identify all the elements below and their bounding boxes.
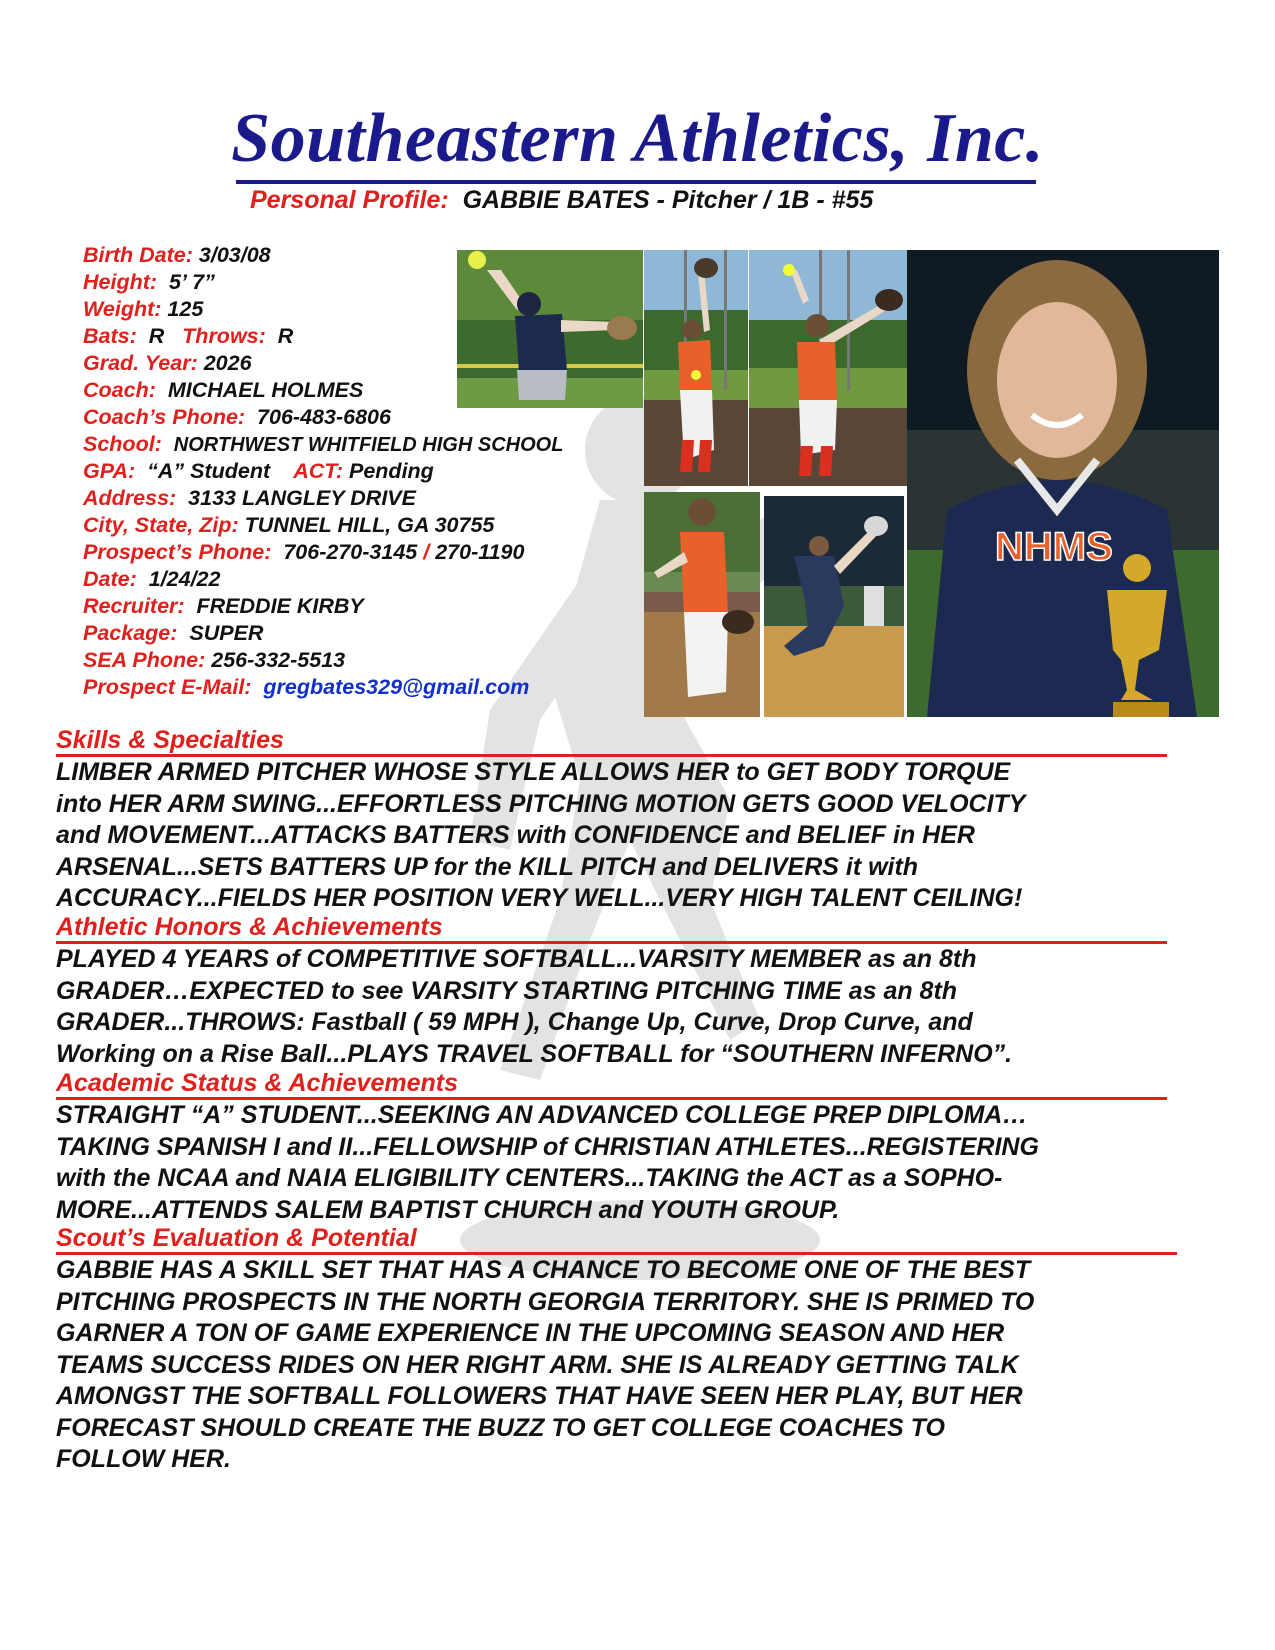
body-line: PLAYED 4 YEARS of COMPETITIVE SOFTBALL...VARSITY MEMBER as an 8th (56, 945, 977, 973)
body-line: with the NCAA and NAIA ELIGIBILITY CENTERS...TAKING the ACT as a SOPHO- (56, 1164, 1003, 1192)
info-row-prospect-phone (83, 539, 683, 566)
info-value: 3133 LANGLEY DRIVE (188, 486, 416, 510)
info-value: 706-270-3145 (283, 540, 418, 564)
info-value: 125 (167, 297, 204, 321)
photo-pitcher-orange-2 (749, 250, 915, 486)
info-value: 1/24/22 (148, 567, 221, 591)
body-line: PITCHING PROSPECTS IN THE NORTH GEORGIA TERRITORY. SHE IS PRIMED TO (56, 1287, 1035, 1316)
info-value: 5’ 7” (169, 270, 215, 294)
body-line: GRADER...THROWS: Fastball ( 59 MPH ), Change Up, Curve, Drop Curve, and (56, 1008, 973, 1036)
info-label: GPA: (83, 459, 136, 483)
phone-separator: / (423, 540, 430, 564)
info-row-gpa-act (83, 458, 683, 485)
info-label: Prospect E-Mail: (83, 675, 252, 699)
profile-label: Personal Profile: (250, 186, 449, 214)
page-title: Southeastern Athletics, Inc. (231, 100, 1044, 177)
info-value: MICHAEL HOLMES (167, 378, 364, 402)
body-line: MORE...ATTENDS SALEM BAPTIST CHURCH and YOUTH GROUP. (56, 1195, 840, 1224)
info-label: Package: (83, 621, 178, 645)
info-label: Throws: (182, 324, 266, 348)
info-row-email (83, 674, 683, 701)
body-line: LIMBER ARMED PITCHER WHOSE STYLE ALLOWS HER to GET BODY TORQUE (56, 758, 1011, 786)
info-label: Weight: (83, 297, 162, 321)
info-row-package (83, 620, 683, 647)
profile-subtitle (250, 186, 873, 215)
body-line: into HER ARM SWING...EFFORTLESS PITCHING MOTION GETS GOOD VELOCITY (56, 789, 1026, 818)
info-row-address (83, 485, 683, 512)
photo-pitcher-navy (457, 250, 643, 408)
info-row-coach-phone (83, 404, 683, 431)
body-line: FOLLOW HER. (56, 1445, 231, 1473)
info-value: 2026 (203, 351, 252, 375)
profile-value: GABBIE BATES - Pitcher / 1B - #55 (462, 186, 874, 214)
body-line: Working on a Rise Ball...PLAYS TRAVEL SOFTBALL for “SOUTHERN INFERNO”. (56, 1039, 1013, 1068)
body-line: and MOVEMENT...ATTACKS BATTERS with CONFIDENCE and BELIEF in HER (56, 821, 975, 849)
section-heading-honors: Athletic Honors & Achievements (56, 913, 443, 941)
info-label: Grad. Year: (83, 351, 198, 375)
info-row-school (83, 431, 683, 458)
title-underline (236, 180, 1036, 184)
photo-portrait-trophy (907, 250, 1219, 717)
info-label: SEA Phone: (83, 648, 206, 672)
section-body-honors (56, 944, 1012, 1070)
info-label: Address: (83, 486, 177, 510)
jersey-text: NHMS (995, 525, 1113, 569)
info-label: Birth Date: (83, 243, 193, 267)
info-value: R (148, 324, 165, 348)
info-label: Coach’s Phone: (83, 405, 246, 429)
body-line: TAKING SPANISH I and II...FELLOWSHIP of CHRISTIAN ATHLETES...REGISTERING (56, 1132, 1039, 1161)
info-value: NORTHWEST WHITFIELD HIGH SCHOOL (173, 434, 564, 456)
body-line: GRADER…EXPECTED to see VARSITY STARTING PITCHING TIME as an 8th (56, 976, 958, 1005)
info-label: Coach: (83, 378, 156, 402)
email-link[interactable]: gregbates329@gmail.com (263, 675, 530, 699)
body-line: STRAIGHT “A” STUDENT...SEEKING AN ADVANCED COLLEGE PREP DIPLOMA… (56, 1101, 1028, 1129)
info-value: R (277, 324, 294, 348)
body-line: FORECAST SHOULD CREATE THE BUZZ TO GET COLLEGE COACHES TO (56, 1413, 945, 1442)
info-row-recruiter (83, 593, 683, 620)
info-value: “A” Student (147, 459, 271, 483)
body-line: TEAMS SUCCESS RIDES ON HER RIGHT ARM. SHE IS ALREADY GETTING TALK (56, 1350, 1019, 1379)
info-row-date (83, 566, 683, 593)
body-line: ACCURACY...FIELDS HER POSITION VERY WELL...VERY HIGH TALENT CEILING! (56, 884, 1023, 912)
info-label: City, State, Zip: (83, 513, 239, 537)
body-line: ARSENAL...SETS BATTERS UP for the KILL PITCH and DELIVERS it with (56, 852, 919, 881)
info-value: SUPER (189, 621, 264, 645)
section-heading-scout: Scout’s Evaluation & Potential (56, 1224, 417, 1252)
info-value: 270-1190 (435, 540, 525, 564)
body-line: GABBIE HAS A SKILL SET THAT HAS A CHANCE TO BECOME ONE OF THE BEST (56, 1256, 1031, 1284)
body-line: GARNER A TON OF GAME EXPERIENCE IN THE UPCOMING SEASON AND HER (56, 1319, 1005, 1347)
info-value: 3/03/08 (198, 243, 271, 267)
info-value: 706-483-6806 (257, 405, 391, 429)
info-label: Date: (83, 567, 137, 591)
section-body-skills (56, 757, 1025, 915)
photo-pitcher-orange-3 (644, 492, 760, 717)
photo-pitcher-orange-1 (644, 250, 748, 486)
body-line: AMONGST THE SOFTBALL FOLLOWERS THAT HAVE SEEN HER PLAY, BUT HER (56, 1382, 1023, 1410)
section-body-academic (56, 1100, 1039, 1226)
info-value: Pending (349, 459, 434, 483)
info-label: Bats: (83, 324, 137, 348)
info-row-city (83, 512, 683, 539)
info-label: ACT: (293, 459, 344, 483)
info-label: Prospect’s Phone: (83, 540, 272, 564)
info-label: Height: (83, 270, 158, 294)
section-heading-academic: Academic Status & Achievements (56, 1069, 459, 1097)
info-label: School: (83, 432, 162, 456)
info-value: 256-332-5513 (211, 648, 346, 672)
info-value: FREDDIE KIRBY (196, 594, 364, 618)
info-row-sea-phone (83, 647, 683, 674)
info-label: Recruiter: (83, 594, 185, 618)
info-value: TUNNEL HILL, GA 30755 (244, 513, 495, 537)
photo-pitcher-night (764, 496, 904, 717)
section-body-scout (56, 1255, 1034, 1476)
section-heading-skills: Skills & Specialties (56, 726, 284, 754)
